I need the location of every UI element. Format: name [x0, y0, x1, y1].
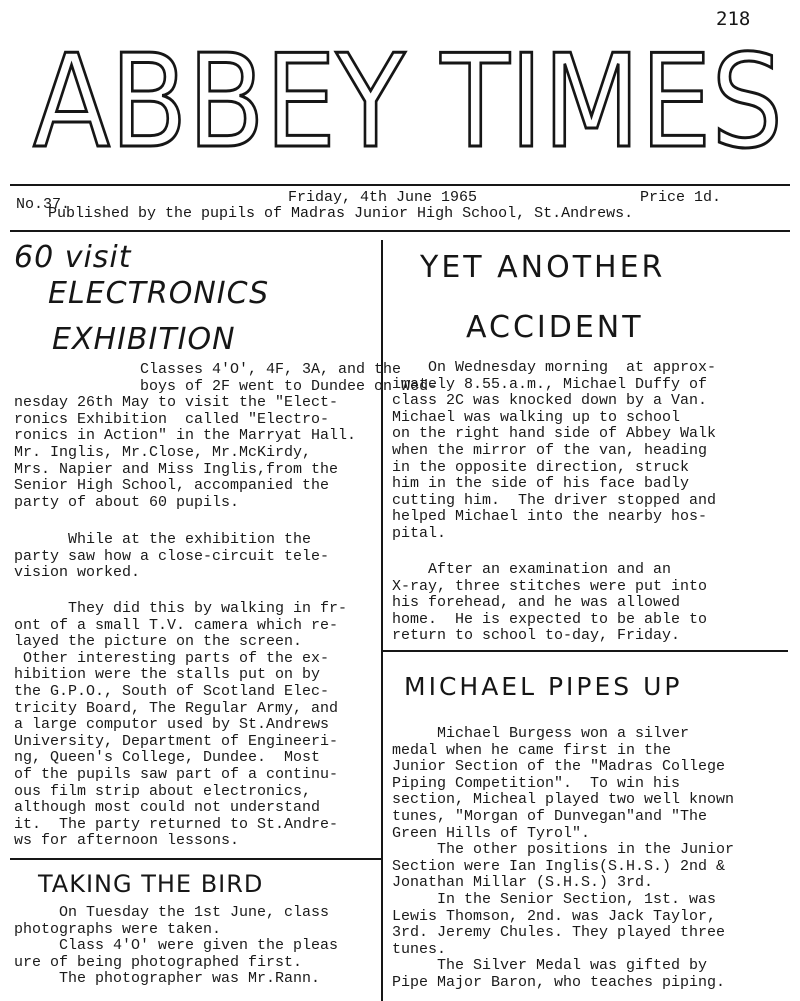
- pipes-headline: MICHAEL PIPES UP: [404, 672, 683, 701]
- electronics-paragraph-3: They did this by walking in fr- ont of a small T.V. camera which re- layed the picture on the screen. Other interesting parts of the ex- hibition were the stalls put on by the G.P.O., South of Scotland Elec- tricity Board, The Regular Army, and a large computor used by St.Andrews University, Department of Engineeri- ng, Queen's College, Dundee. Most of the pupils saw part of a continu- ous film strip about electronics, although most could not understand it. The party returned to St.Andre- ws for afternoon lessons.: [14, 600, 348, 850]
- issue-price: Price 1d.: [640, 189, 722, 206]
- bird-headline: TAKING THE BIRD: [38, 870, 264, 898]
- electronics-headline-line3: EXHIBITION: [52, 322, 236, 357]
- accident-headline-line1: YET ANOTHER: [420, 250, 666, 285]
- section-divider-right: [383, 650, 788, 652]
- electronics-paragraph-2: While at the exhibition the party saw how a close-circuit tele- vision worked.: [14, 531, 330, 582]
- masthead: [28, 20, 788, 177]
- accident-paragraph-2: After an examination and an X-ray, three stitches were put into his forehead, and he was allowed home. He is expected to be able to return to school to-day, Friday.: [392, 561, 708, 645]
- accident-headline-line2: ACCIDENT: [466, 310, 644, 345]
- column-divider: [381, 240, 383, 1001]
- issue-date: Friday, 4th June 1965: [288, 189, 478, 206]
- masthead-logo: [28, 20, 788, 177]
- section-divider-left: [10, 858, 381, 860]
- pipes-paragraph-1: Michael Burgess won a silver medal when he came first in the Junior Section of the "Madras College Piping Competition". To win his section, Micheal played two well known tunes, "Morgan of Dunvegan"and "The Green Hills of Tyrol". The other positions in the Junior Section were Ian Inglis(S.H.S.) 2nd & Jonathan Millar (S.H.S.) 3rd. In the Senior Section, 1st. was Lewis Thomson, 2nd. was Jack Taylor, 3rd. Jeremy Chules. They played three tunes. The Silver Medal was gifted by Pipe Major Baron, who teaches piping.: [392, 725, 735, 991]
- electronics-headline-line1: 60 visit: [14, 240, 132, 275]
- electronics-headline-line2: ELECTRONICS: [48, 276, 270, 311]
- issue-number: No.37.: [16, 196, 71, 213]
- issue-bar-top-rule: [10, 184, 790, 186]
- electronics-paragraph-1: Classes 4'O', 4F, 3A, and the boys of 2F went to Dundee on Wed- nesday 26th May to visit the "Elect- ronics Exhibition called "Electro- ronics in Action" in the Marryat Hall. Mr. Inglis, Mr.Close, Mr.McKirdy, Mrs. Napier and Miss Inglis,from the Senior High School, accompanied the party of about 60 pupils.: [14, 361, 438, 511]
- accident-paragraph-1: On Wednesday morning at approx- imately 8.55.a.m., Michael Duffy of class 2C was knocked down by a Van. Michael was walking up to school on the right hand side of Abbey Walk when the mirror of the van, heading in the opposite direction, struck him in the side of his face badly cutting him. The driver stopped and helped Michael into the nearby hos- pital.: [392, 359, 717, 542]
- page-number: 218: [716, 8, 751, 30]
- issue-bar-bottom-rule: [10, 230, 790, 232]
- publisher-line: Published by the pupils of Madras Junior High School, St.Andrews.: [48, 205, 634, 222]
- masthead-title: ABBEY TIMES: [33, 28, 783, 177]
- bird-paragraph-1: On Tuesday the 1st June, class photographs were taken. Class 4'O' were given the pleas ure of being photographed first. The photographer was Mr.Rann.: [14, 904, 339, 988]
